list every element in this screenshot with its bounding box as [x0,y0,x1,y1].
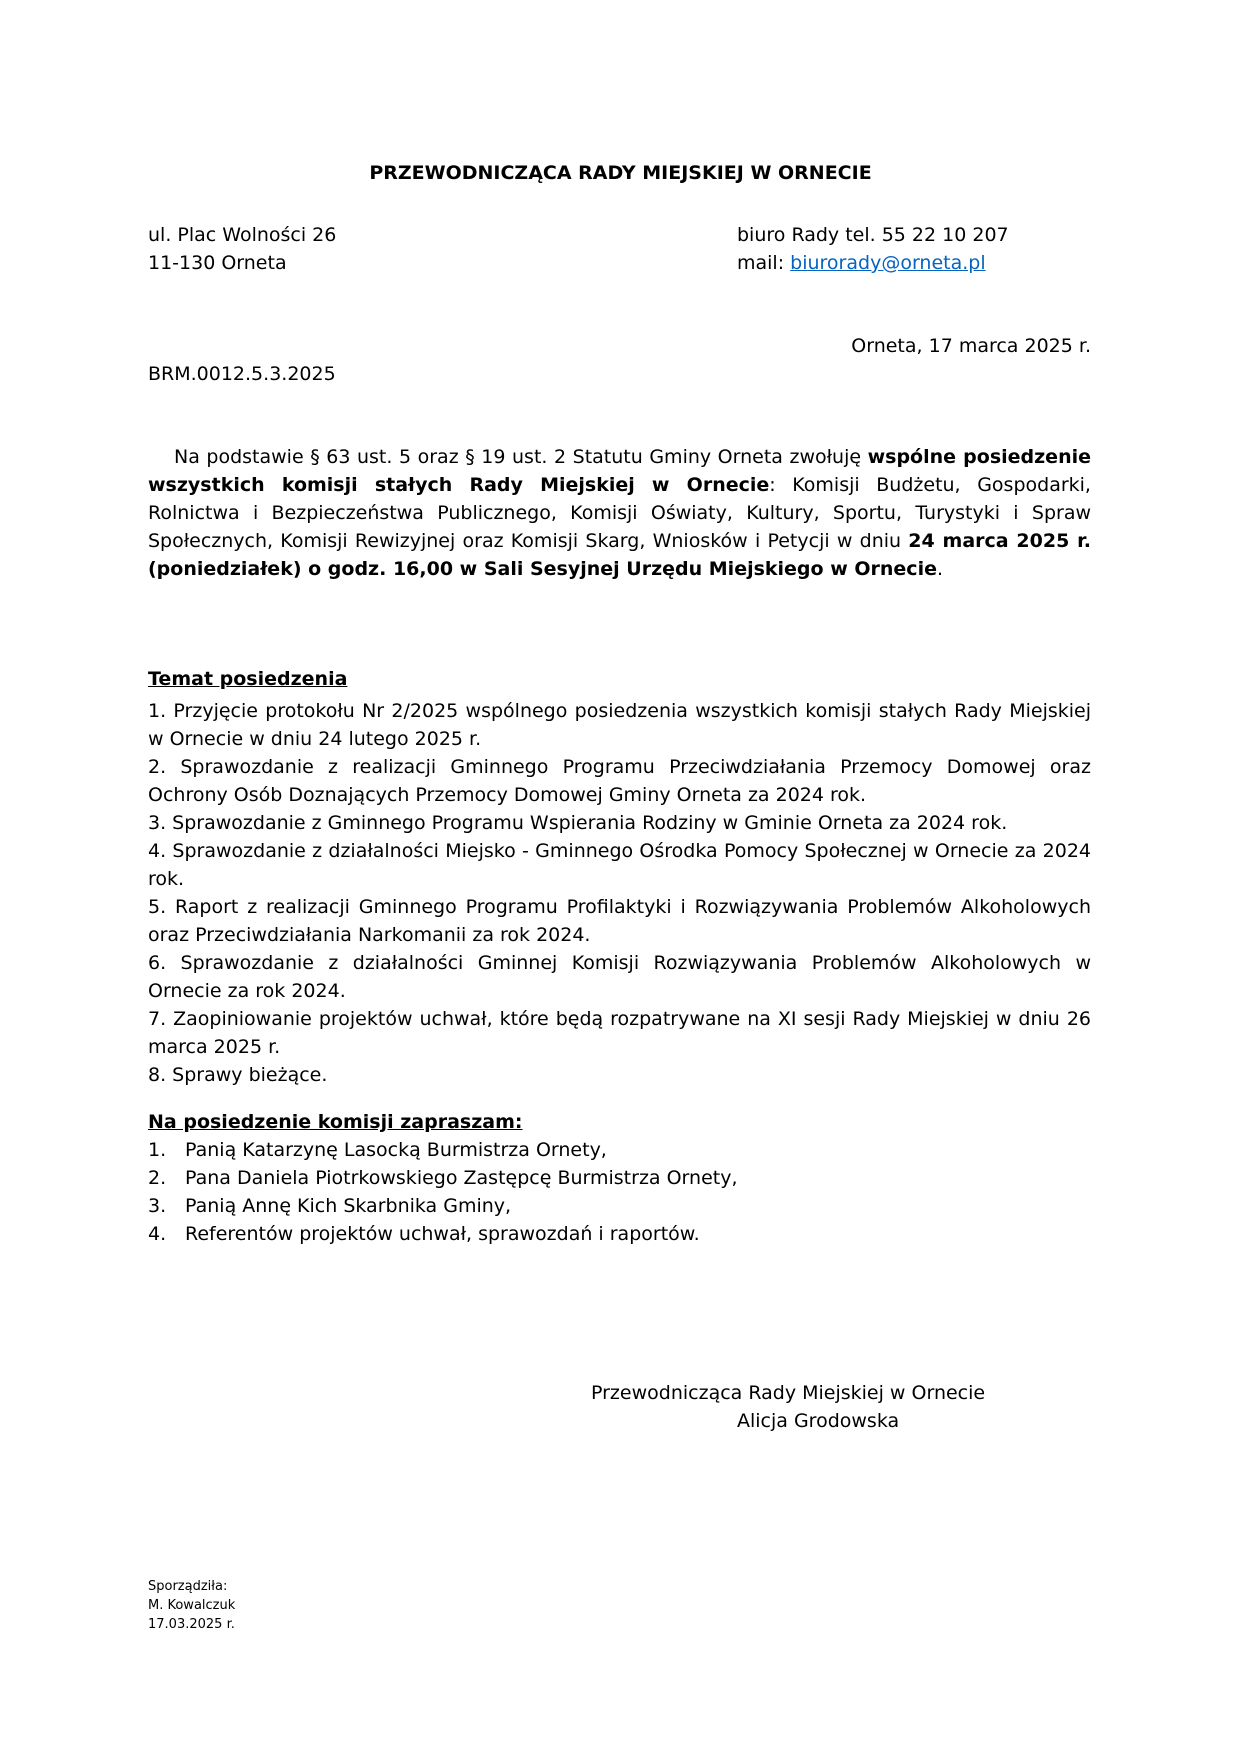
invitee-item [148,1164,1048,1192]
invitee-number: 4. [148,1223,167,1245]
agenda-list [148,697,1091,1089]
contact-phone: biuro Rady tel. 55 22 10 207 [737,224,1009,246]
invitee-item [148,1192,1048,1220]
agenda-item: 1. Przyjęcie protokołu Nr 2/2025 wspólnego posiedzenia wszystkich komisji stałych Rady Miejskiej w Ornecie w dniu 24 lutego 2025 r. [148,700,1091,750]
intro-bold-2: 24 marca 2025 r. (poniedziałek) o godz. 16,00 w Sali Sesyjnej Urzędu Miejskiego w Ornecie [148,530,1091,580]
invitee-number: 3. [148,1195,167,1217]
mail-label: mail: [737,252,791,274]
address-city: 11-130 Orneta [148,252,287,274]
invitee-text: Panią Katarzynę Lasocką Burmistrza Ornety, [185,1139,607,1161]
agenda-item: 6. Sprawozdanie z działalności Gminnej Komisji Rozwiązywania Problemów Alkoholowych w Ornecie za rok 2024. [148,952,1091,1002]
signature-name: Alicja Grodowska [737,1410,900,1432]
document-title: PRZEWODNICZĄCA RADY MIEJSKIEJ W ORNECIE [369,162,872,184]
date-place: Orneta, 17 marca 2025 r. [851,335,1091,357]
agenda-item: 2. Sprawozdanie z realizacji Gminnego Programu Przeciwdziałania Przemocy Domowej oraz Ochrony Osób Doznających Przemocy Domowej Gminy Orneta za 2024 rok. [148,756,1091,806]
agenda-item: 4. Sprawozdanie z działalności Miejsko - Gminnego Ośrodka Pomocy Społecznej w Ornecie za 2024 rok. [148,840,1091,890]
reference-number: BRM.0012.5.3.2025 [148,363,336,385]
invitee-text: Panią Annę Kich Skarbnika Gminy, [185,1195,512,1217]
email-link[interactable]: biurorady@orneta.pl [790,252,986,274]
invite-heading: Na posiedzenie komisji zapraszam: [148,1111,523,1133]
invitee-number: 2. [148,1167,167,1189]
agenda-item: 7. Zaopiniowanie projektów uchwał, które będą rozpatrywane na XI sesji Rady Miejskiej w dniu 26 marca 2025 r. [148,1008,1091,1058]
agenda-item: 3. Sprawozdanie z Gminnego Programu Wspierania Rodziny w Gminie Orneta za 2024 rok. [148,812,1008,834]
intro-paragraph [148,443,1091,583]
contact-mail [737,249,986,277]
intro-text-1: Na podstawie § 63 ust. 5 oraz § 19 ust. 2 Statutu Gminy Orneta zwołuję [174,446,868,468]
invitee-text: Referentów projektów uchwał, sprawozdań i raportów. [185,1223,700,1245]
intro-bold-1: wspólne posiedzenie wszystkich komisji stałych Rady Miejskiej w Ornecie [148,446,1091,496]
agenda-item: 8. Sprawy bieżące. [148,1064,328,1086]
invitee-number: 1. [148,1139,167,1161]
invitee-list [148,1136,1048,1248]
signature-role: Przewodnicząca Rady Miejskiej w Ornecie [591,1382,986,1404]
address-street: ul. Plac Wolności 26 [148,224,337,246]
agenda-item: 5. Raport z realizacji Gminnego Programu Profilaktyki i Rozwiązywania Problemów Alkoholowych oraz Przeciwdziałania Narkomanii za rok 2024. [148,896,1091,946]
intro-text-2: : Komisji Budżetu, Gospodarki, Rolnictwa i Bezpieczeństwa Publicznego, Komisji Oświaty, Kultury, Sportu, Turystyki i Spraw Społecznych, Komisji Rewizyjnej oraz Komisji Skarg, Wniosków i Petycji w dniu [148,474,1091,552]
intro-text-3: . [936,558,944,580]
invitee-item [148,1220,1048,1248]
invitee-text: Pana Daniela Piotrkowskiego Zastępcę Burmistrza Ornety, [185,1167,738,1189]
footer-label: Sporządziła: [148,1579,228,1594]
footer-date: 17.03.2025 r. [148,1617,235,1632]
invitee-item [148,1136,1048,1164]
agenda-heading: Temat posiedzenia [148,668,348,690]
footer-author: M. Kowalczuk [148,1598,236,1613]
